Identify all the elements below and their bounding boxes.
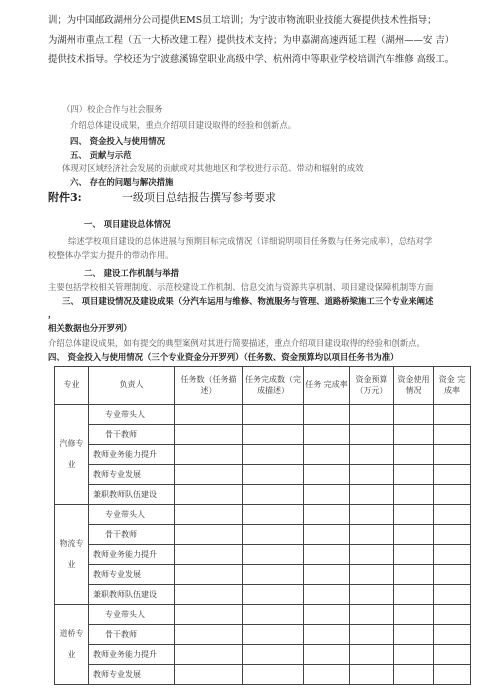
outline-heading-funds: 四、 资金投入与使用情况 (70, 136, 166, 146)
section-2-heading: 二、 建设工作机制与举措 (84, 268, 180, 278)
header-budget: 资金预算（万元） (350, 367, 394, 405)
section-1-heading: 一、 项目建设总体情况 (84, 219, 171, 229)
header-fund-usage: 资金使用情况 (394, 367, 434, 405)
outline-section-4-sub: （四）校企合作与社会服务 (62, 104, 163, 114)
section-1-text-2: 校整体办学实力提升的带动作用。 (48, 250, 174, 260)
table-row (55, 665, 471, 685)
item-cell: 教师业务能力提升 (89, 545, 175, 565)
group-cell: 物流专业 (55, 505, 89, 605)
header-major: 专业 (55, 367, 89, 405)
appendix-title: 一级项目总结报告撰写参考要求 (122, 191, 276, 204)
table-row (55, 625, 471, 645)
outline-heading-problems: 六、 存在的问题与解决措施 (70, 177, 174, 187)
section-3-heading: 三、 项目建设情况及建设成果（分汽车运用与维修、物流服务与管理、道路桥梁施工三个专业来阐述 (62, 296, 434, 306)
header-fund-rate: 资金 完成率 (434, 367, 471, 405)
item-cell: 骨干教师 (89, 525, 175, 545)
group-cell: 汽修专业 (55, 405, 89, 505)
item-cell: 兼职教师队伍建设 (89, 485, 175, 505)
section-1-text-1: 综述学校项目建设的总体进展与预期目标完成情况（详细说明项目任务数与任务完成率），总结对学 (68, 236, 433, 246)
outline-summary: 介绍总体建设成果，重点介绍项目建设取得的经验和创新点。 (70, 120, 297, 130)
outline-heading-contribution: 五、 贡献与示范 (70, 150, 132, 160)
table-row (55, 525, 471, 545)
group-cell: 道桥专业 (55, 605, 89, 685)
table-row (55, 545, 471, 565)
table-row (55, 505, 471, 525)
item-cell: 专业带头人 (89, 605, 175, 625)
section-3-heading-cont: 相关数据也分开罗列） (48, 323, 132, 333)
item-cell: 骨干教师 (89, 625, 175, 645)
table-row (55, 485, 471, 505)
section-3-text: 介绍总体建设成果，如有提交的典型案例对其进行简要描述，重点介绍项目建设取得的经验和创新点。 (48, 338, 425, 348)
item-cell: 教师专业发展 (89, 665, 175, 685)
item-cell: 专业带头人 (89, 405, 175, 425)
header-owner: 负责人 (89, 367, 175, 405)
item-cell: 骨干教师 (89, 425, 175, 445)
funds-table (54, 366, 471, 685)
section-3-comma: ， (48, 309, 57, 319)
section-2-text: 主要包括学校相关管理制度、示范校建设工作机制、信息交流与资源共享机制、项目建设保障机制等方面 (48, 282, 434, 292)
item-cell: 专业带头人 (89, 505, 175, 525)
item-cell: 教师业务能力提升 (89, 445, 175, 465)
intro-line-3: 提供技术指导。学校还为宁波慈溪锦堂职业高级中学、杭州湾中等职业学校培训汽车维修 高级工。 (48, 54, 455, 65)
header-task-count: 任务数（任务描述） (175, 367, 243, 405)
appendix-label: 附件3: (48, 191, 82, 204)
header-task-done: 任务完成数（完成描述） (243, 367, 304, 405)
table-row (55, 605, 471, 625)
table-row (55, 645, 471, 665)
item-cell: 兼职教师队伍建设 (89, 585, 175, 605)
item-cell: 教师专业发展 (89, 565, 175, 585)
item-cell: 教师业务能力提升 (89, 645, 175, 665)
header-task-rate: 任务 完成率 (304, 367, 350, 405)
table-row (55, 405, 471, 425)
table-row (55, 465, 471, 485)
table-row (55, 425, 471, 445)
table-row (55, 585, 471, 605)
intro-line-1: 训；为中国邮政湖州分公司提供EMS员工培训；为宁波市物流职业技能大赛提供技术性指导； (48, 15, 437, 26)
item-cell: 教师专业发展 (89, 465, 175, 485)
table-row (55, 565, 471, 585)
table-row (55, 445, 471, 465)
outline-contribution-text: 体现对区域经济社会发展的贡献或对其他地区和学校进行示范、带动和辐射的成效 (62, 163, 364, 173)
section-4-heading: 四、 资金投入与使用情况（三个专业资金分开罗列）（任务数、资金预算均以项目任务书为准） (48, 352, 399, 362)
intro-line-2: 为湖州市重点工程（五一大桥改建工程）提供技术支持；为申嘉湖高速西延工程（湖州——安 吉） (48, 35, 455, 46)
table-header-row (55, 367, 471, 405)
